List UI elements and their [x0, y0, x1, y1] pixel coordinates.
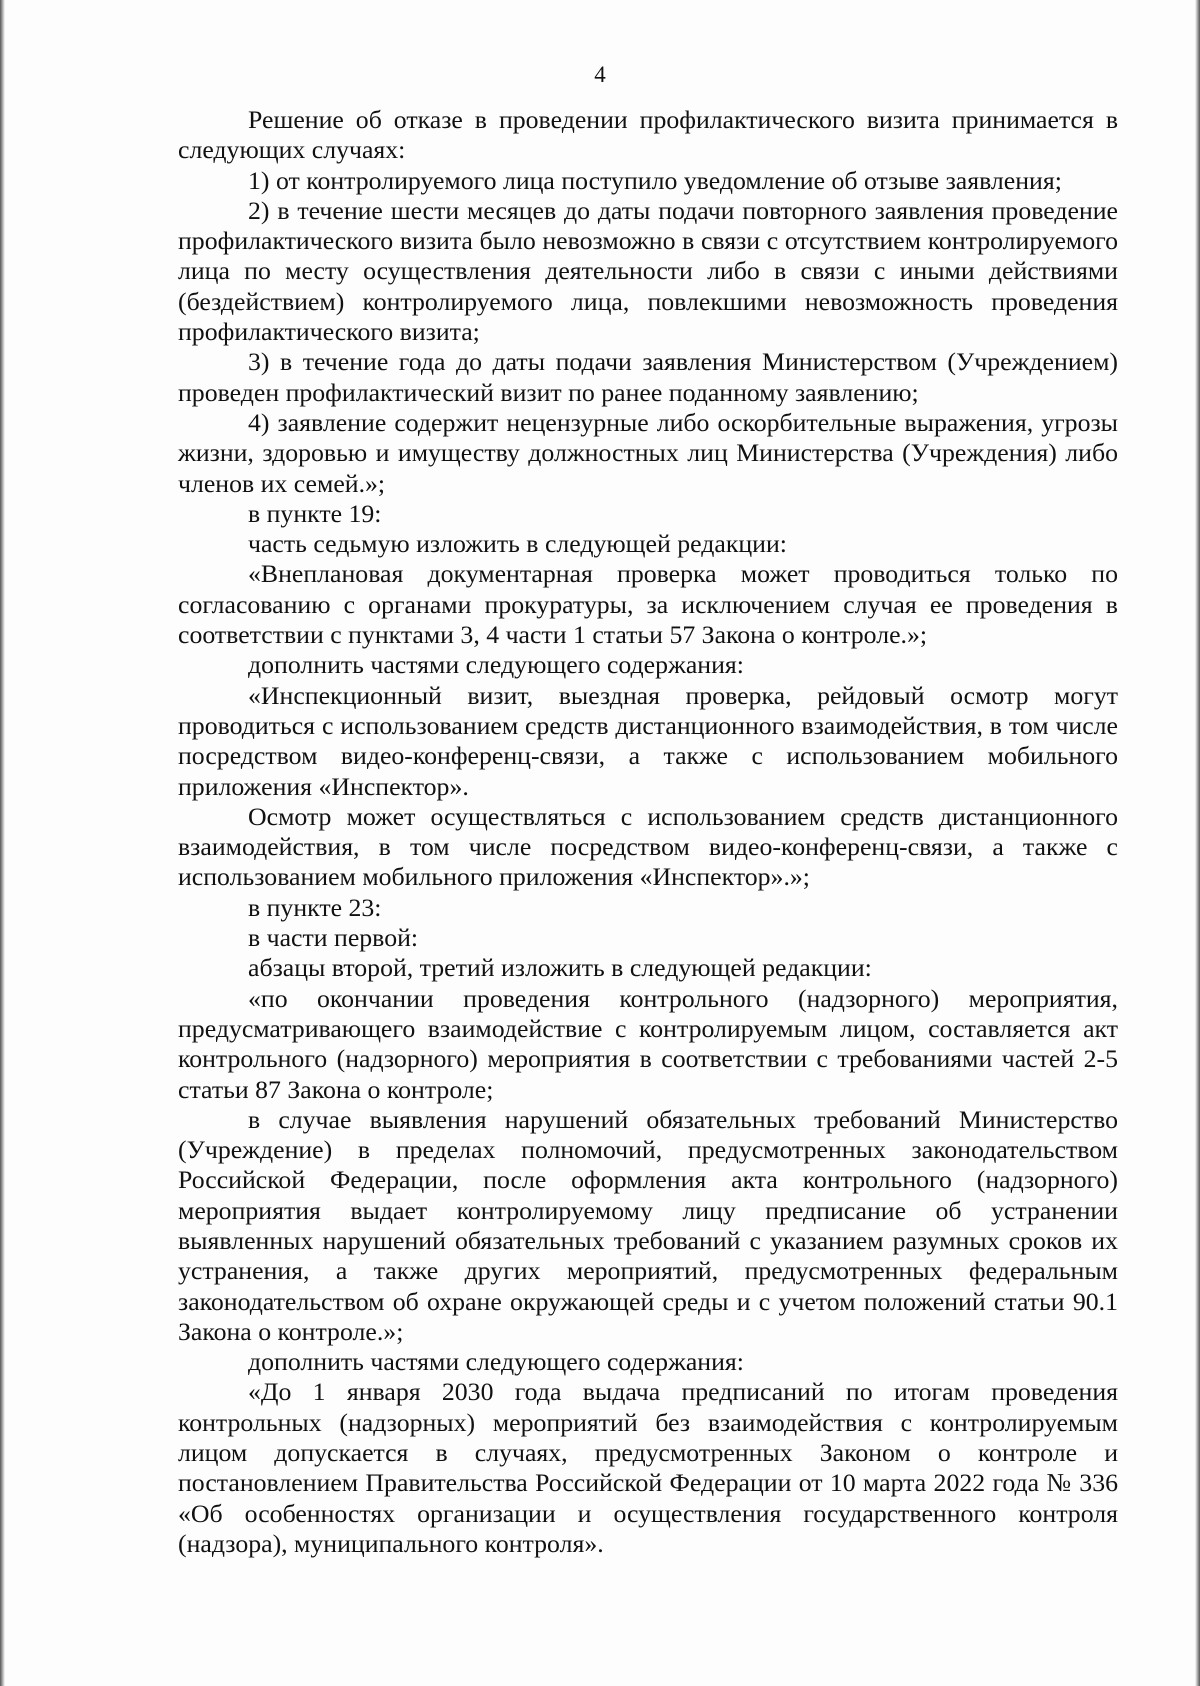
paragraph-point-23: в пункте 23: — [248, 892, 382, 922]
paragraph-unscheduled-check: «Внеплановая документарная проверка может проводиться только по согласованию с органами прокуратуры, за исключением случая ее проведения в соответствии с пунктами 3, 4 части 1 статьи 57 Закона о контроле.»; — [178, 559, 1118, 650]
paragraph-act-drawing: «по окончании проведения контрольного (надзорного) мероприятия, предусматривающего взаимодействие с контролируемым лицом, составляется акт контрольного (надзорного) мероприятия в соответствии с требованиями частей 2-5 статьи 87 Закона о контроле; — [178, 983, 1118, 1104]
paragraph-add-parts-1: дополнить частями следующего содержания: — [248, 650, 744, 680]
paragraph-until-2030: «До 1 января 2030 года выдача предписаний по итогам проведения контрольных (надзорных) мероприятий без взаимодействия с контролируемым лицом допускается в случаях, предусмотренных Законом о контроле и постановлением Правительства Российской Федерации от 10 марта 2022 года № 336 «Об особенностях организации и осуществления государственного контроля (надзора), муниципального контроля». — [178, 1377, 1118, 1558]
page-number: 4 — [594, 62, 606, 87]
paragraph-item-2: 2) в течение шести месяцев до даты подачи повторного заявления проведение профилактического визита было невозможно в связи с отсутствием контролируемого лица по месту осуществления деятельности либо в связи с иными действиями (бездействием) контролируемого лица, повлекшими невозможность проведения профилактического визита; — [178, 195, 1118, 347]
paragraph-item-4: 4) заявление содержит нецензурные либо оскорбительные выражения, угрозы жизни, здоровью и имуществу должностных лиц Министерства (Учреждения) либо членов их семей.»; — [178, 407, 1118, 498]
paragraph-abzats-2-3: абзацы второй, третий изложить в следующей редакции: — [248, 953, 872, 983]
paragraph-point-19: в пункте 19: — [248, 498, 382, 528]
scan-edge-right — [1195, 0, 1200, 1686]
paragraph-part-seven: часть седьмую изложить в следующей редакции: — [248, 529, 787, 559]
paragraph-inspection-remote: Осмотр может осуществляться с использованием средств дистанционного взаимодействия, в том числе посредством видео-конференц-связи, а также с использованием мобильного приложения «Инспектор».»; — [178, 801, 1118, 892]
paragraph-violations: в случае выявления нарушений обязательных требований Министерство (Учреждение) в пределах полномочий, предусмотренных законодательством Российской Федерации, после оформления акта контрольного (надзорного) мероприятия выдает контролируемому лицу предписание об устранении выявленных нарушений обязательных требований с указанием разумных сроков их устранения, а также других мероприятий, предусмотренных федеральным законодательством об охране окружающей среды и с учетом положений статьи 90.1 Закона о контроле.»; — [178, 1104, 1118, 1346]
paragraph-part-one: в части первой: — [248, 923, 419, 953]
document-body — [178, 105, 1118, 1559]
paragraph-refusal-intro: Решение об отказе в проведении профилактического визита принимается в следующих случаях: — [178, 105, 1118, 165]
paragraph-item-1: 1) от контролируемого лица поступило уведомление об отзыве заявления; — [248, 165, 1062, 195]
paragraph-item-3: 3) в течение года до даты подачи заявления Министерством (Учреждением) проведен профилактический визит по ранее поданному заявлению; — [178, 347, 1118, 407]
paragraph-inspection-visit: «Инспекционный визит, выездная проверка, рейдовый осмотр могут проводиться с использованием средств дистанционного взаимодействия, в том числе посредством видео-конференц-связи, а также с использованием мобильного приложения «Инспектор». — [178, 680, 1118, 801]
scan-edge-left — [0, 0, 5, 1686]
paragraph-add-parts-2: дополнить частями следующего содержания: — [248, 1347, 744, 1377]
